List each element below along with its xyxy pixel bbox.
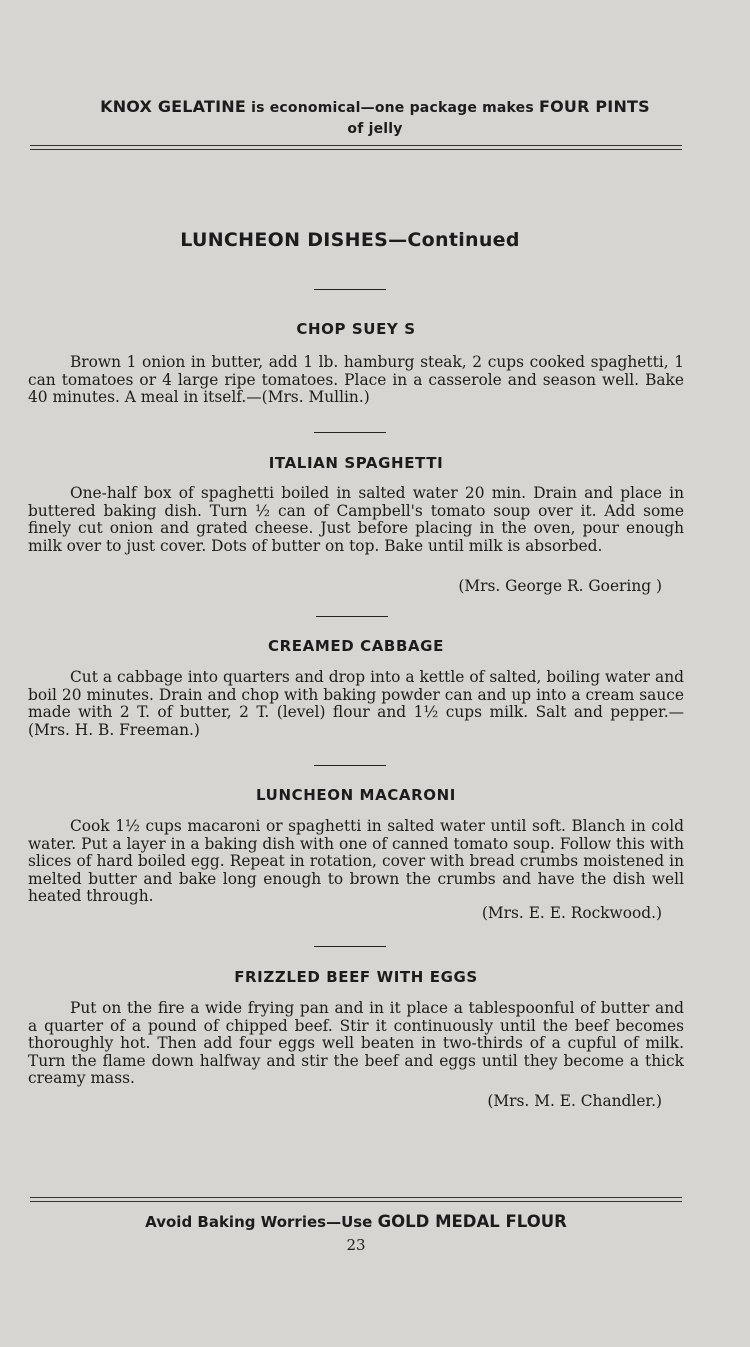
recipe-divider: [314, 946, 386, 947]
recipe-body-chop-suey: Brown 1 onion in butter, add 1 lb. hamburg steak, 2 cups cooked spaghetti, 1 can tomatoes or 4 large ripe tomatoes. Place in a casserole and season well. Bake 40 minutes. A meal in itself.—(Mrs. Mullin.): [28, 353, 684, 407]
recipe-credit-luncheon-macaroni: (Mrs. E. E. Rockwood.): [481, 904, 662, 922]
recipe-body-luncheon-macaroni: Cook 1½ cups macaroni or spaghetti in salted water until soft. Blanch in cold water. Put a layer in a baking dish with one of canned tomato soup. Follow this with slices of hard boiled egg. Repeat in rotation, cover with bread crumbs moistened in melted butter and bake long enough to brown the crumbs and have the dish well heated through.: [28, 817, 685, 906]
recipe-title-luncheon-macaroni: LUNCHEON MACARONI: [256, 786, 456, 804]
footer-advertisement: [0, 1212, 712, 1231]
header-ad-line2: of jelly: [347, 121, 403, 137]
section-title: LUNCHEON DISHES—Continued: [180, 229, 520, 251]
header-ad-emphasis: FOUR PINTS: [538, 97, 650, 116]
recipe-body-creamed-cabbage: Cut a cabbage into quarters and drop into a kettle of salted, boiling water and boil 20 minutes. Drain and chop with baking powder can and up into a cream sauce made with 2 T. of butter, 2 T. (level) flour and 1½ cups milk. Salt and pepper.—(Mrs. H. B. Freeman.): [28, 668, 684, 739]
footer-ad-text: Avoid Baking Worries—Use: [145, 1213, 378, 1231]
recipe-title-chop-suey: CHOP SUEY S: [296, 320, 416, 338]
recipe-body-frizzled-beef: Put on the fire a wide frying pan and in it place a tablespoonful of butter and a quarter of a pound of chipped beef. Stir it continuously until the beef becomes thoroughly hot. Then add four eggs well beaten in two-thirds of a cupful of milk. Turn the flame down halfway and stir the beef and eggs until they become a thick creamy mass.: [28, 999, 684, 1088]
recipe-title-frizzled-beef: FRIZZLED BEEF WITH EGGS: [234, 968, 478, 986]
header-divider: [30, 145, 682, 150]
header-advertisement: [40, 96, 710, 140]
recipe-credit-italian-spaghetti: (Mrs. George R. Goering ): [458, 577, 662, 595]
header-ad-brand: KNOX GELATINE: [100, 97, 247, 116]
page-number: 23: [346, 1236, 366, 1254]
header-ad-text: is economical—one package makes: [246, 100, 539, 116]
recipe-credit-frizzled-beef: (Mrs. M. E. Chandler.): [487, 1092, 662, 1110]
recipe-body-italian-spaghetti: One-half box of spaghetti boiled in salted water 20 min. Drain and place in buttered baking dish. Turn ½ can of Campbell's tomato soup over it. Add some finely cut onion and grated cheese. Just before placing in the oven, pour enough milk over to just cover. Dots of butter on top. Bake until milk is absorbed.: [28, 484, 684, 555]
recipe-title-creamed-cabbage: CREAMED CABBAGE: [268, 637, 444, 655]
footer-divider: [30, 1197, 682, 1202]
recipe-divider: [314, 432, 386, 433]
recipe-divider: [314, 765, 386, 766]
footer-ad-brand: GOLD MEDAL FLOUR: [377, 1212, 567, 1231]
recipe-divider: [316, 616, 388, 617]
recipe-title-italian-spaghetti: ITALIAN SPAGHETTI: [268, 454, 444, 472]
recipe-divider: [314, 289, 386, 290]
